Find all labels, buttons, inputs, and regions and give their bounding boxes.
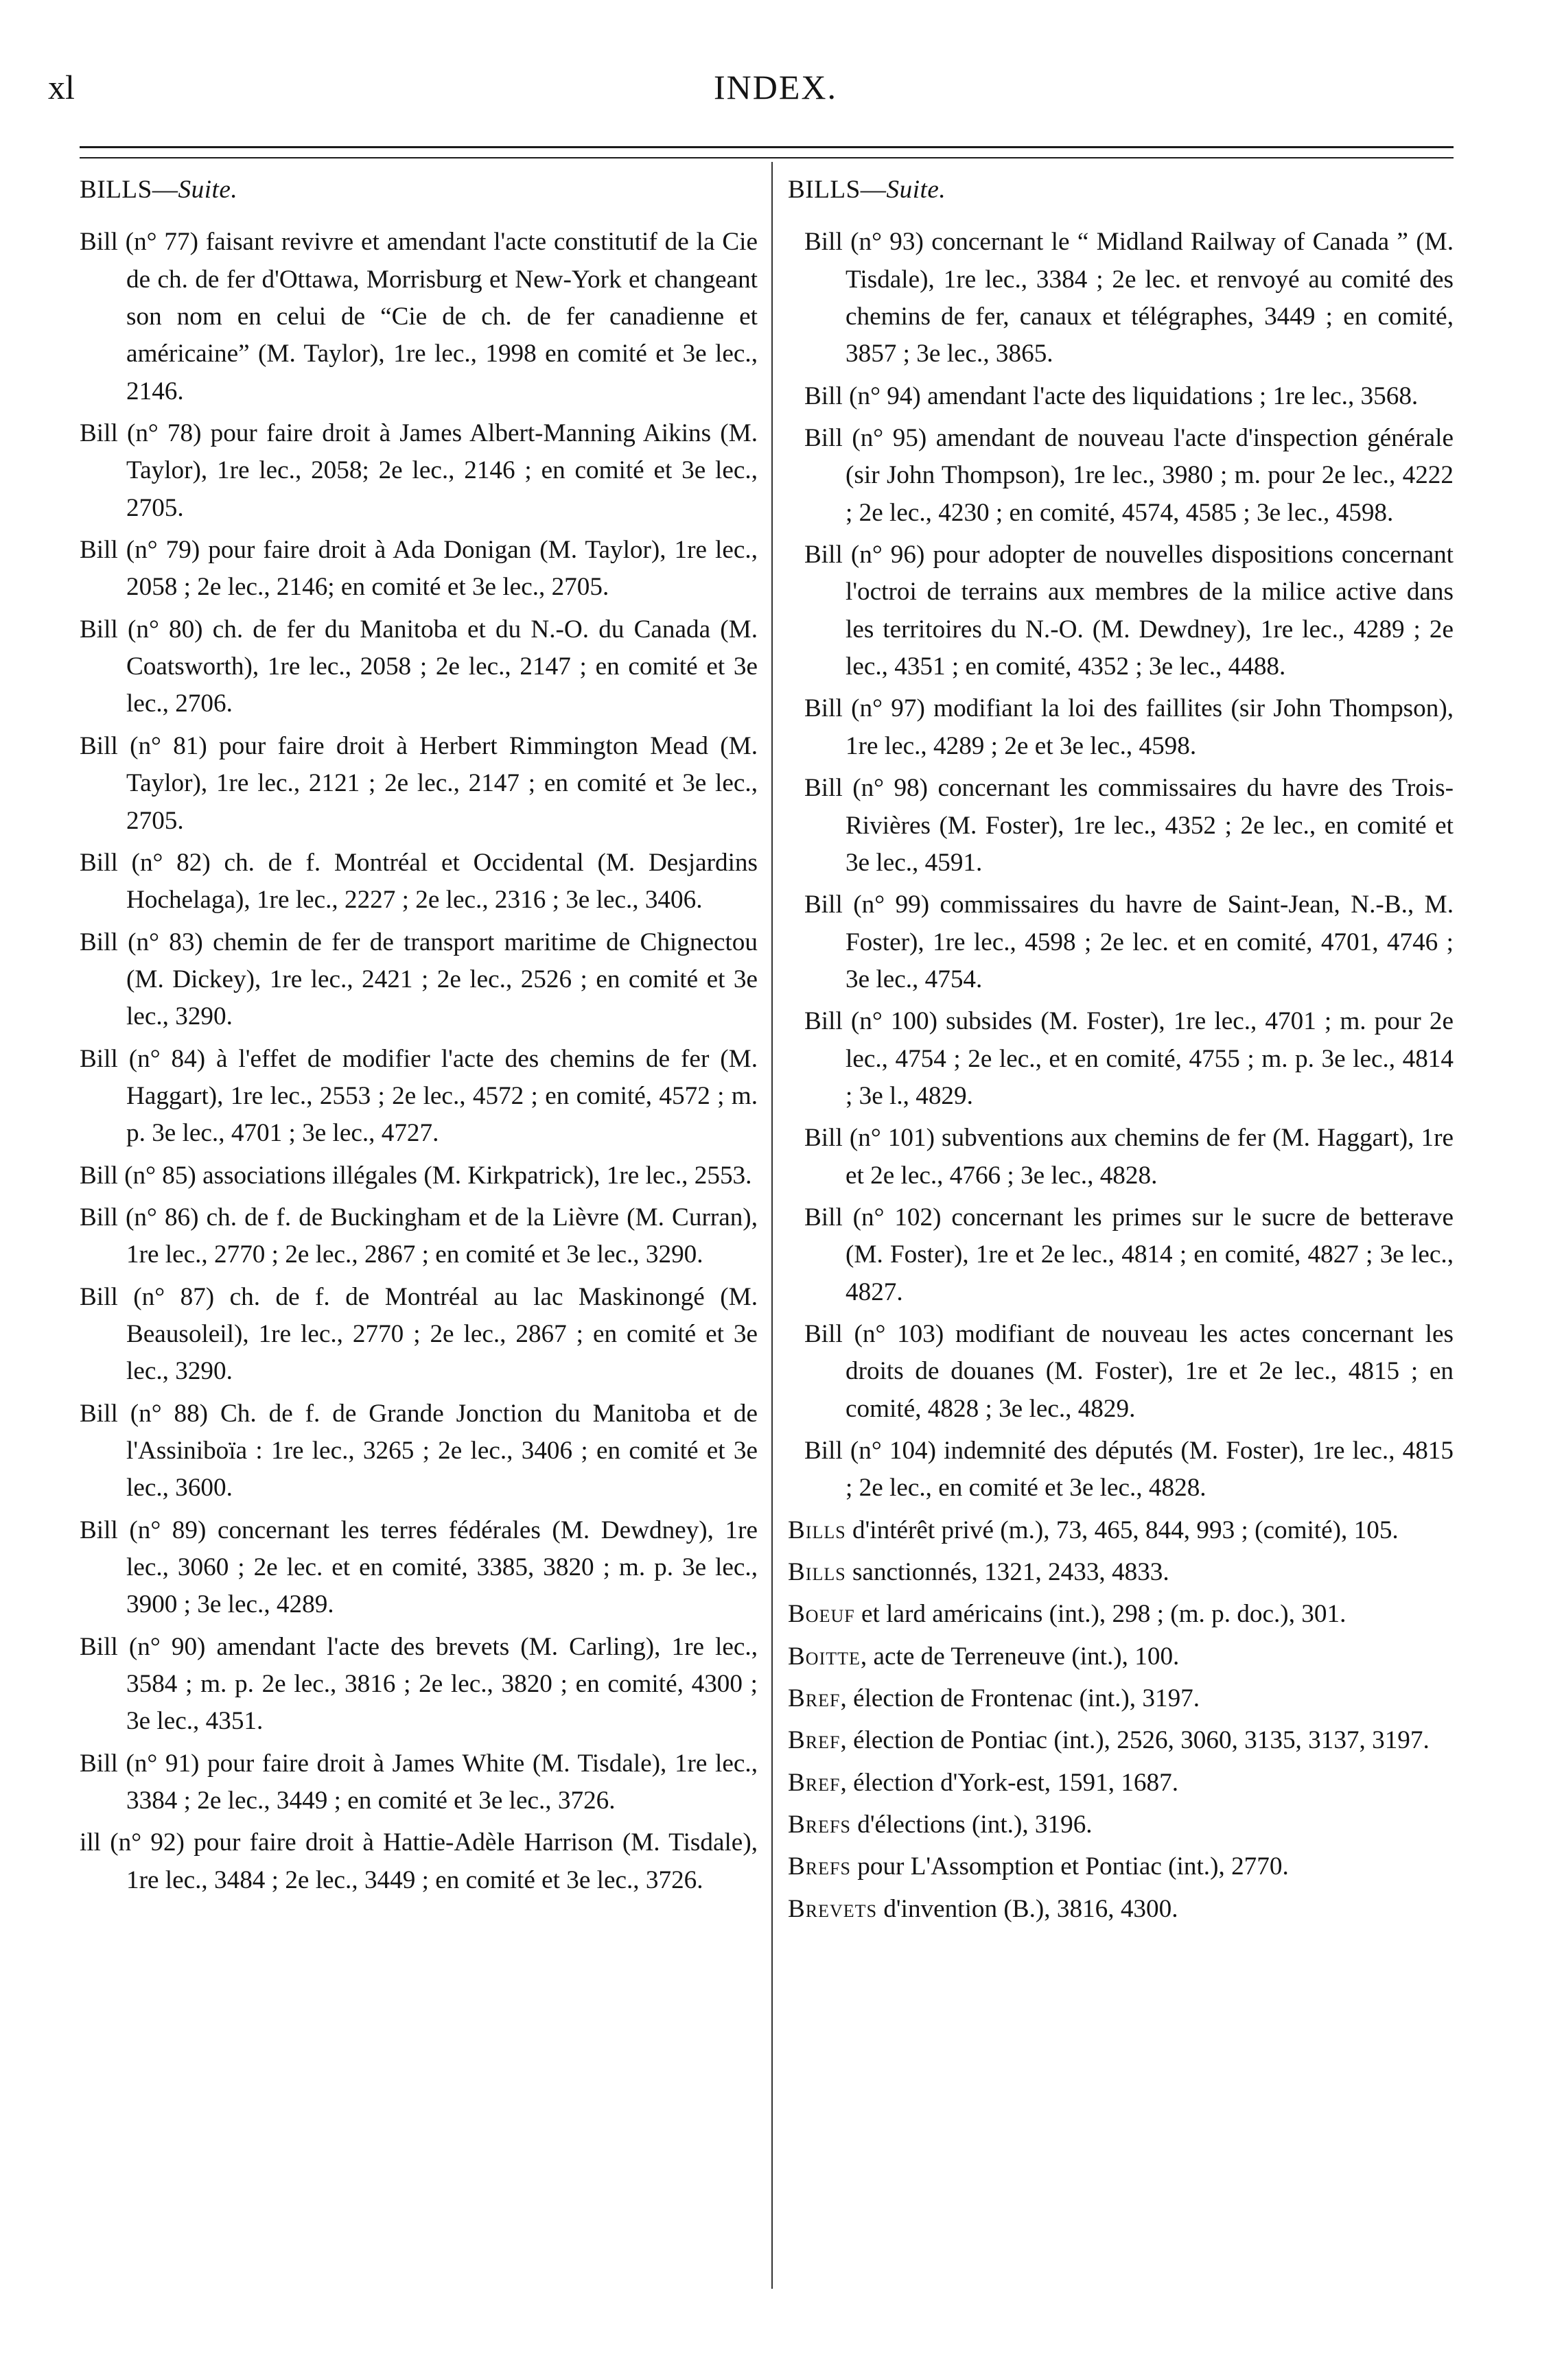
- topic-text: sanctionnés, 1321, 2433, 4833.: [846, 1558, 1169, 1587]
- column-divider: [771, 162, 773, 2289]
- topic-entry: [788, 1765, 1454, 1802]
- topic-text: , élection de Pontiac (int.), 2526, 3060, 3135, 3137, 3197.: [840, 1726, 1430, 1755]
- section-heading: [788, 172, 1454, 209]
- index-entry: Bill (n° 83) chemin de fer de transport maritime de Chignectou (M. Dickey), 1re lec., 2421 ; 2e lec., 2526 ; en comité et 3e lec., 3290.: [80, 928, 758, 1031]
- index-entry: Bill (n° 103) modifiant de nouveau les actes concernant les droits de douanes (M. Foster), 1re et 2e lec., 4815 ; en comité, 4828 ; 3e lec., 4829.: [804, 1319, 1454, 1423]
- index-entry: Bill (n° 79) pour faire droit à Ada Donigan (M. Taylor), 1re lec., 2058 ; 2e lec., 2146; en comité et 3e lec., 2705.: [80, 536, 758, 602]
- topic-keyword: Bills: [788, 1516, 846, 1544]
- index-entry: Bill (n° 90) amendant l'acte des brevets (M. Carling), 1re lec., 3584 ; m. p. 2e lec., 3816 ; 2e lec., 3820 ; en comité, 4300 ; 3e lec., 4351.: [80, 1632, 758, 1736]
- header-rule: [80, 146, 1454, 148]
- index-entry: Bill (n° 95) amendant de nouveau l'acte d'inspection générale (sir John Thompson), 1re lec., 3980 ; m. pour 2e lec., 4222 ; 2e lec., 4230 ; en comité, 4574, 4585 ; 3e lec., 4598.: [804, 424, 1454, 527]
- index-entry: Bill (n° 78) pour faire droit à James Albert-Manning Aikins (M. Taylor), 1re lec., 2058; 2e lec., 2146 ; en comité et 3e lec., 2705.: [80, 419, 758, 522]
- index-entry: Bill (n° 97) modifiant la loi des faillites (sir John Thompson), 1re lec., 4289 ; 2e et 3e lec., 4598.: [804, 694, 1454, 760]
- topic-entry: [788, 1680, 1454, 1717]
- index-entry: Bill (n° 77) faisant revivre et amendant l'acte constitutif de la Cie de ch. de fer d'Ottawa, Morrisburg et New-York et changeant son nom en celui de “Cie de ch. de fer canadienne et américaine” (M. Taylor), 1re lec., 1998 en comité et 3e lec., 2146.: [80, 228, 758, 405]
- index-entry: Bill (n° 85) associations illégales (M. Kirkpatrick), 1re lec., 2553.: [80, 1161, 752, 1190]
- index-entry: Bill (n° 101) subventions aux chemins de fer (M. Haggart), 1re et 2e lec., 4766 ; 3e lec., 4828.: [804, 1124, 1454, 1190]
- section-heading: [80, 172, 758, 209]
- index-entry: Bill (n° 91) pour faire droit à James White (M. Tisdale), 1re lec., 3384 ; 2e lec., 3449 ; en comité et 3e lec., 3726.: [80, 1749, 758, 1815]
- topic-keyword: Brefs: [788, 1811, 851, 1839]
- topic-entry: [788, 1512, 1454, 1549]
- index-entry: Bill (n° 104) indemnité des députés (M. Foster), 1re lec., 4815 ; 2e lec., en comité et 3e lec., 4828.: [804, 1437, 1454, 1503]
- index-entry: Bill (n° 89) concernant les terres fédérales (M. Dewdney), 1re lec., 3060 ; 2e lec. et en comité, 3385, 3820 ; m. p. 3e lec., 3900 ; 3e lec., 4289.: [80, 1516, 758, 1619]
- topic-text: pour L'Assomption et Pontiac (int.), 2770.: [850, 1852, 1289, 1881]
- topic-entry: [788, 1891, 1454, 1928]
- index-entry: Bill (n° 80) ch. de fer du Manitoba et du N.-O. du Canada (M. Coatsworth), 1re lec., 2058 ; 2e lec., 2147 ; en comité et 3e lec., 2706.: [80, 615, 758, 718]
- topic-keyword: Bills: [788, 1558, 846, 1587]
- topic-text: et lard américains (int.), 298 ; (m. p. doc.), 301.: [854, 1600, 1346, 1629]
- section-heading-suite: Suite.: [178, 176, 238, 204]
- index-entry: Bill (n° 86) ch. de f. de Buckingham et de la Lièvre (M. Curran), 1re lec., 2770 ; 2e lec., 2867 ; en comité et 3e lec., 3290.: [80, 1203, 758, 1269]
- topic-entry: [788, 1848, 1454, 1885]
- header-rule-thin: [80, 157, 1454, 158]
- index-entry: Bill (n° 81) pour faire droit à Herbert Rimmington Mead (M. Taylor), 1re lec., 2121 ; 2e lec., 2147 ; en comité et 3e lec., 2705.: [80, 731, 758, 835]
- section-heading-label: BILLS—: [80, 176, 178, 204]
- index-entry: Bill (n° 100) subsides (M. Foster), 1re lec., 4701 ; m. pour 2e lec., 4754 ; 2e lec., et en comité, 4755 ; m. p. 3e lec., 4814 ; 3e l., 4829.: [804, 1007, 1454, 1110]
- index-entry: Bill (n° 96) pour adopter de nouvelles dispositions concernant l'octroi de terrains aux membres de la milice active dans les territoires du N.-O. (M. Dewdney), 1re lec., 4289 ; 2e lec., 4351 ; en comité, 4352 ; 3e lec., 4488.: [804, 541, 1454, 681]
- topic-keyword: Boitte: [788, 1642, 861, 1671]
- topic-text: , élection de Frontenac (int.), 3197.: [840, 1684, 1200, 1713]
- topic-text: d'intérêt privé (m.), 73, 465, 844, 993 ; (comité), 105.: [846, 1516, 1399, 1544]
- topic-entry: [788, 1596, 1454, 1633]
- topic-keyword: Bref: [788, 1684, 841, 1713]
- index-entry: Bill (n° 98) concernant les commissaires du havre des Trois-Rivières (M. Foster), 1re lec., 4352 ; 2e lec., en comité et 3e lec., 4591.: [804, 774, 1454, 877]
- left-column: [80, 172, 758, 1904]
- index-entry: ill (n° 92) pour faire droit à Hattie-Adèle Harrison (M. Tisdale), 1re lec., 3484 ; 2e lec., 3449 ; en comité et 3e lec., 3726.: [80, 1828, 758, 1894]
- topic-entry: [788, 1722, 1454, 1759]
- topic-text: d'élections (int.), 3196.: [850, 1811, 1093, 1839]
- topic-keyword: Brefs: [788, 1852, 851, 1881]
- topic-text: , acte de Terreneuve (int.), 100.: [860, 1642, 1180, 1671]
- index-entry: Bill (n° 102) concernant les primes sur le sucre de betterave (M. Foster), 1re et 2e lec., 4814 ; en comité, 4827 ; 3e lec., 4827.: [804, 1203, 1454, 1306]
- index-entry: Bill (n° 82) ch. de f. Montréal et Occidental (M. Desjardins Hochelaga), 1re lec., 2227 ; 2e lec., 2316 ; 3e lec., 3406.: [80, 848, 758, 915]
- index-entry: Bill (n° 94) amendant l'acte des liquidations ; 1re lec., 3568.: [804, 381, 1419, 410]
- index-entry: Bill (n° 84) à l'effet de modifier l'acte des chemins de fer (M. Haggart), 1re lec., 2553 ; 2e lec., 4572 ; en comité, 4572 ; m. p. 3e lec., 4701 ; 3e lec., 4727.: [80, 1044, 758, 1148]
- topic-text: d'invention (B.), 3816, 4300.: [877, 1894, 1178, 1923]
- index-entry: Bill (n° 88) Ch. de f. de Grande Jonction du Manitoba et de l'Assiniboïa : 1re lec., 3265 ; 2e lec., 3406 ; en comité et 3e lec., 3600.: [80, 1399, 758, 1503]
- index-entry: Bill (n° 87) ch. de f. de Montréal au lac Maskinongé (M. Beausoleil), 1re lec., 2770 ; 2e lec., 2867 ; en comité et 3e lec., 3290.: [80, 1282, 758, 1386]
- right-column: [788, 172, 1454, 1933]
- topic-entry: [788, 1554, 1454, 1591]
- topic-text: , élection d'York-est, 1591, 1687.: [840, 1768, 1179, 1797]
- topic-keyword: Boeuf: [788, 1600, 855, 1629]
- section-heading-suite: Suite.: [886, 176, 946, 204]
- topic-keyword: Bref: [788, 1768, 841, 1797]
- topic-keyword: Bref: [788, 1726, 841, 1755]
- page-title: INDEX.: [713, 68, 838, 106]
- section-heading-label: BILLS—: [788, 176, 887, 204]
- topic-entry: [788, 1638, 1454, 1675]
- topic-entry: [788, 1806, 1454, 1843]
- page-number: xl: [48, 68, 75, 106]
- index-entry: Bill (n° 93) concernant le “ Midland Railway of Canada ” (M. Tisdale), 1re lec., 3384 ; 2e lec. et renvoyé au comité des chemins de fer, canaux et télégraphes, 3449 ; en comité, 3857 ; 3e lec., 3865.: [804, 228, 1454, 368]
- index-entry: Bill (n° 99) commissaires du havre de Saint-Jean, N.-B., M. Foster), 1re lec., 4598 ; 2e lec. et en comité, 4701, 4746 ; 3e lec., 4754.: [804, 891, 1454, 993]
- topic-keyword: Brevets: [788, 1894, 878, 1923]
